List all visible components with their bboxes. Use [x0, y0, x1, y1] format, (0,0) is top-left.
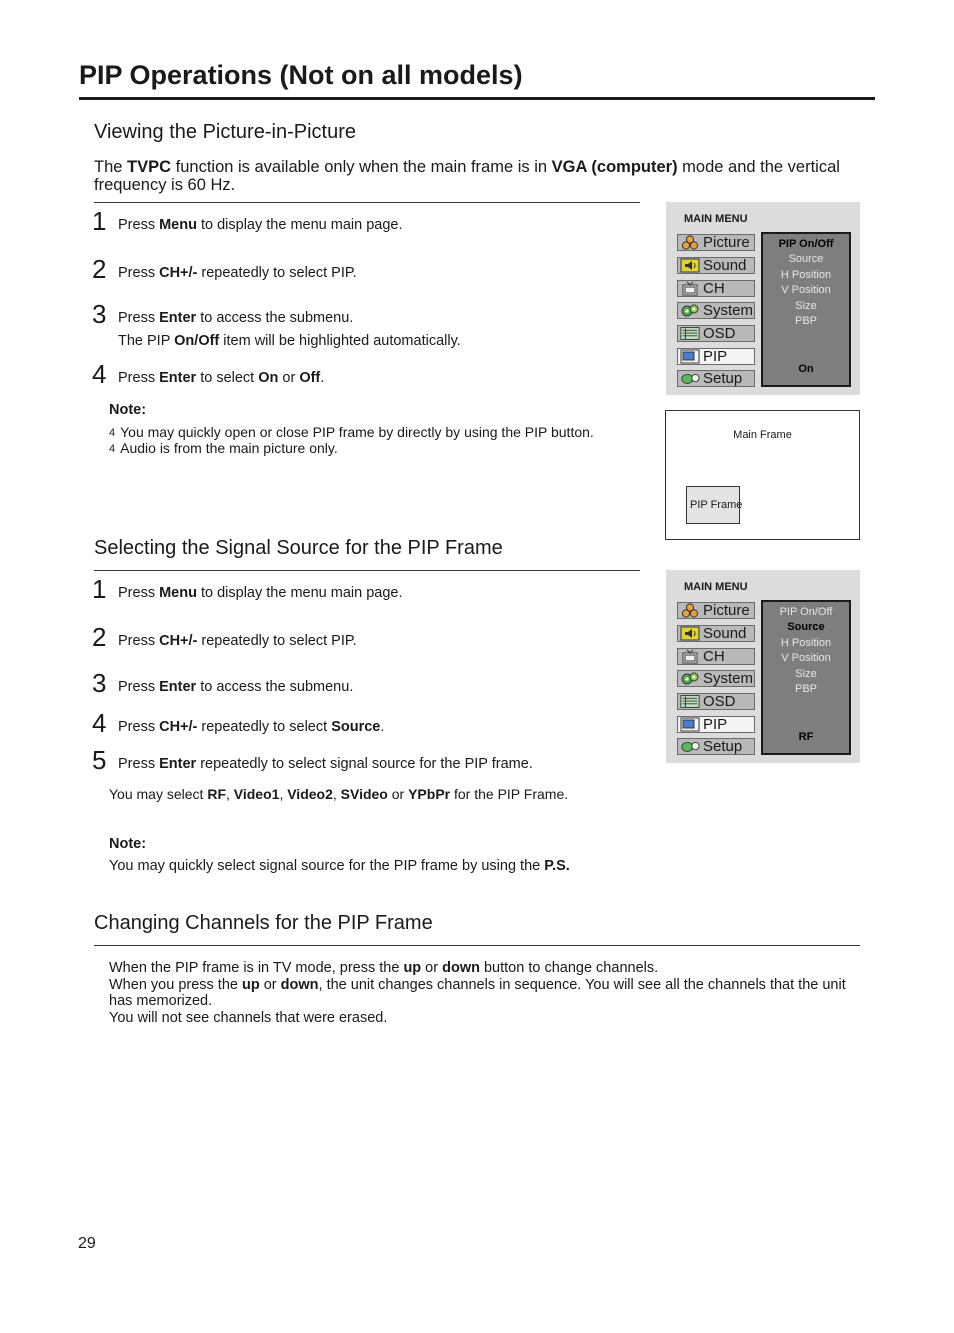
step-text: Press Menu to display the menu main page. [118, 217, 403, 233]
menu-item-ch[interactable] [677, 648, 755, 665]
main-frame-label: Main Frame [733, 429, 792, 441]
sound-icon [680, 258, 700, 273]
menu-item-pip[interactable] [677, 348, 755, 365]
step-number: 2 [92, 254, 107, 284]
menu-item-label: Picture [703, 602, 750, 619]
submenu-item[interactable]: Size [795, 299, 817, 312]
section1-note-label: Note: [109, 402, 147, 418]
section2-note-label: Note: [109, 836, 147, 852]
pip-submenu [761, 232, 851, 387]
menu-item-label: Setup [703, 370, 743, 387]
section2-rule [94, 570, 640, 571]
note-marker: 4 [109, 427, 116, 439]
menu-item-label: Setup [703, 738, 743, 755]
menu-item-osd[interactable] [677, 693, 755, 710]
step-text: Press CH+/- repeatedly to select PIP. [118, 633, 357, 649]
page-number: 29 [78, 1235, 96, 1252]
section3-body [109, 960, 864, 1026]
step-number: 1 [92, 574, 107, 604]
menu-item-label: CH [703, 648, 725, 665]
menu-item-label: Sound [703, 625, 747, 642]
submenu-item[interactable]: PBP [794, 683, 817, 696]
step-text: Press CH+/- repeatedly to select Source. [118, 719, 385, 735]
section2-heading: Selecting the Signal Source for the PIP Frame [94, 537, 503, 559]
step-text: Press Enter to access the submenu. [118, 679, 354, 695]
frame-diagram [665, 410, 860, 540]
menu-item-label: CH [703, 280, 725, 297]
menu-item-setup[interactable] [677, 738, 755, 755]
section1-note-1: 4 You may quickly open or close PIP frame by directly by using the PIP button. [109, 424, 594, 440]
menu-item-label: Sound [703, 257, 747, 274]
section1-heading: Viewing the Picture-in-Picture [94, 121, 356, 143]
section1-rule [94, 202, 640, 203]
menu-item-system[interactable] [677, 670, 755, 687]
step-text: Press Enter repeatedly to select signal source for the PIP frame. [118, 756, 533, 772]
osd-icon [680, 326, 700, 341]
step-text: Press Menu to display the menu main page. [118, 585, 403, 601]
submenu-value: On [798, 362, 814, 375]
menu-item-sound[interactable] [677, 257, 755, 274]
step-number: 1 [92, 206, 107, 236]
section2-note: You may quickly select signal source for the PIP frame by using the P.S. [109, 858, 570, 874]
menu-item-sound[interactable] [677, 625, 755, 642]
picture-icon [680, 235, 700, 250]
menu-item-label: PIP [703, 348, 728, 365]
step-text: Press Enter to access the submenu. [118, 310, 354, 326]
section3-heading: Changing Channels for the PIP Frame [94, 912, 433, 934]
menu-item-osd[interactable] [677, 325, 755, 342]
submenu-item[interactable]: Size [795, 667, 817, 680]
system-icon [680, 671, 700, 686]
pip-submenu [761, 600, 851, 755]
main-menu-panel-2 [666, 570, 860, 763]
system-icon [680, 303, 700, 318]
submenu-item[interactable]: PIP On/Off [779, 606, 833, 618]
section1-note-2: 4 Audio is from the main picture only. [109, 440, 338, 456]
step-number: 3 [92, 299, 107, 329]
title-rule [79, 97, 875, 100]
picture-icon [680, 603, 700, 618]
section2-source-options: You may select RF, Video1, Video2, SVideo or YPbPr for the PIP Frame. [109, 786, 569, 802]
menu-item-label: PIP [703, 716, 728, 733]
section1-intro: The TVPC function is available only when the main frame is in VGA (computer) mode and the vertical frequency is 60 Hz. [94, 158, 840, 194]
menu-item-label: OSD [703, 693, 736, 710]
setup-icon [680, 739, 700, 754]
submenu-value: RF [798, 730, 814, 743]
menu-item-label: Picture [703, 234, 750, 251]
osd-icon [680, 694, 700, 709]
submenu-item[interactable]: H Position [780, 636, 832, 649]
step-text: Press Enter to select On or Off. [118, 370, 325, 386]
menu-item-label: OSD [703, 325, 736, 342]
menu-item-label: System [703, 670, 754, 687]
menu-item-label: System [703, 302, 754, 319]
menu-item-system[interactable] [677, 302, 755, 319]
step-number: 2 [92, 622, 107, 652]
menu-item-setup[interactable] [677, 370, 755, 387]
setup-icon [680, 371, 700, 386]
section3-rule [94, 945, 860, 946]
submenu-item[interactable]: V Position [781, 284, 831, 297]
pip-icon [680, 717, 700, 732]
step-number: 5 [92, 745, 107, 775]
pip-frame-box [686, 486, 743, 524]
page-title: PIP Operations (Not on all models) [79, 60, 523, 90]
section3-line-2: When you press the up or down, the unit changes channels in sequence. You will see all the channels that the unit has memorized. [109, 976, 846, 1009]
menu-item-ch[interactable] [677, 280, 755, 297]
section3-line-3: You will not see channels that were erased. [109, 1009, 388, 1026]
menu-item-picture[interactable] [677, 234, 755, 251]
ch-icon [680, 649, 700, 664]
submenu-item[interactable]: H Position [780, 268, 832, 281]
step-text: The PIP On/Off item will be highlighted automatically. [118, 333, 461, 349]
main-menu-panel-1 [666, 202, 860, 395]
step-number: 3 [92, 668, 107, 698]
step-text: Press CH+/- repeatedly to select PIP. [118, 265, 357, 281]
menu-title: MAIN MENU [684, 581, 748, 593]
note-marker: 4 [109, 443, 116, 455]
step-number: 4 [92, 708, 107, 738]
ch-icon [680, 281, 700, 296]
submenu-item[interactable]: Source [787, 621, 825, 634]
sound-icon [680, 626, 700, 641]
submenu-item[interactable]: PIP On/Off [778, 238, 834, 250]
submenu-item[interactable]: PBP [794, 315, 817, 328]
submenu-item[interactable]: Source [788, 253, 824, 266]
step-number: 4 [92, 359, 107, 389]
pip-icon [680, 349, 700, 364]
menu-item-picture[interactable] [677, 602, 755, 619]
section3-line-1: When the PIP frame is in TV mode, press the up or down button to change channels. [109, 960, 659, 976]
menu-item-pip[interactable] [677, 716, 755, 733]
pip-frame-label: PIP Frame [690, 499, 743, 511]
submenu-item[interactable]: V Position [781, 652, 831, 665]
menu-title: MAIN MENU [684, 213, 748, 225]
